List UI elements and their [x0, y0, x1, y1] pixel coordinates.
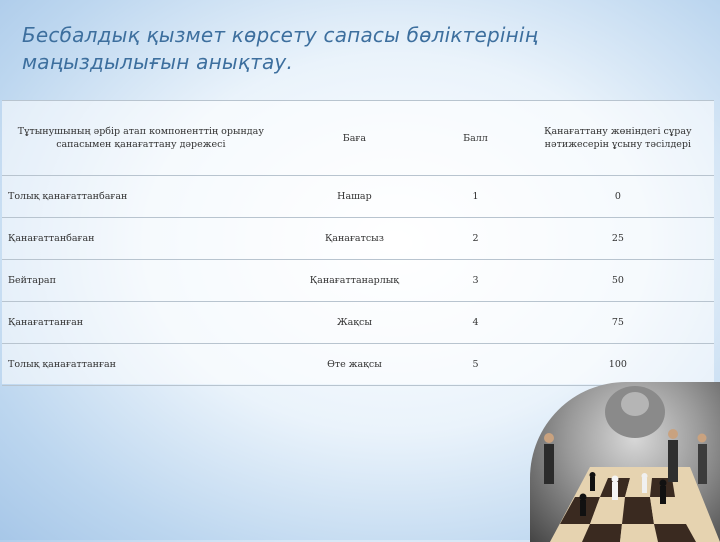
cell-satisfaction: Бейтарап [2, 260, 280, 302]
cell-grade: Қанағаттанарлық [280, 260, 430, 302]
cell-score: 5 [429, 344, 522, 386]
chess-piece [590, 477, 595, 491]
chess-piece [612, 482, 618, 500]
cell-grade: Қанағатсыз [280, 218, 430, 260]
table-row [2, 218, 714, 260]
chess-piece [580, 500, 586, 516]
cell-satisfaction: Қанағаттанбаған [2, 218, 280, 260]
header-grade: Баға [280, 101, 430, 176]
cell-percent: 75 [522, 302, 714, 344]
page-title: Бесбалдық қызмет көрсету сапасы бөліктерінің маңыздылығын анықтау. [22, 23, 539, 74]
chess-piece [642, 478, 647, 493]
business-chess-photo [530, 382, 720, 542]
table-row [2, 302, 714, 344]
cell-satisfaction: Толық қанағаттанған [2, 344, 280, 386]
cell-percent: 0 [522, 176, 714, 218]
person-figure [698, 444, 707, 484]
cell-score: 3 [429, 260, 522, 302]
table-header-row [2, 101, 714, 176]
cell-score: 1 [429, 176, 522, 218]
cell-grade: Нашар [280, 176, 430, 218]
person-figure [668, 440, 678, 482]
cell-grade: Жақсы [280, 302, 430, 344]
chess-illustration [530, 382, 720, 542]
cell-score: 2 [429, 218, 522, 260]
table-row [2, 344, 714, 386]
cell-grade: Өте жақсы [280, 344, 430, 386]
cell-percent: 25 [522, 218, 714, 260]
cell-satisfaction: Қанағаттанған [2, 302, 280, 344]
cell-percent: 50 [522, 260, 714, 302]
table-row [2, 260, 714, 302]
table-row [2, 176, 714, 218]
cell-percent: 100 [522, 344, 714, 386]
person-figure [544, 444, 554, 484]
header-score: Балл [429, 101, 522, 176]
header-satisfaction: Тұтынушының әрбір атап компоненттің орындау сапасымен қанағаттану дәрежесі [2, 101, 280, 176]
cell-score: 4 [429, 302, 522, 344]
cell-satisfaction: Толық қанағаттанбаған [2, 176, 280, 218]
rating-table [2, 100, 714, 384]
header-presentation: Қанағаттану жөніндегі сұрау нәтижесерін ұсыну тәсілдері [522, 101, 714, 176]
chess-piece [660, 486, 666, 504]
